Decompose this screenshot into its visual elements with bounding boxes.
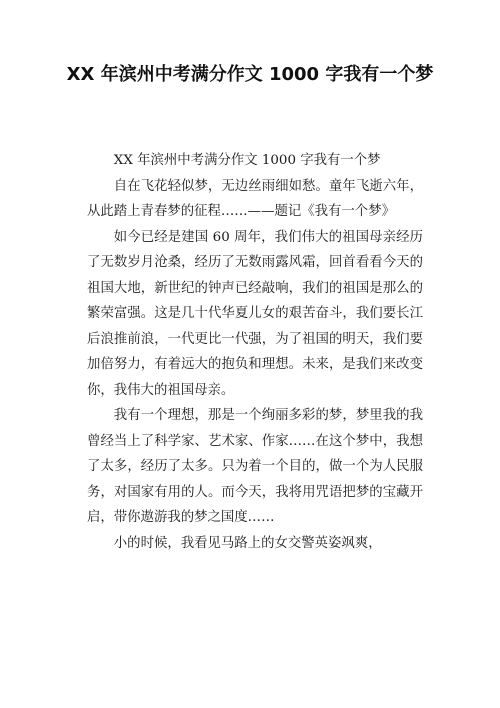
document-body	[87, 148, 423, 556]
paragraph-motherland: 如今已经是建国 60 周年，我们伟大的祖国母亲经历了无数岁月沧桑，经历了无数雨露风霜，回首看看今天的祖国大地，新世纪的钟声已经敲响，我们的祖国是那么的繁荣富强。这是几十代华夏儿女的艰苦奋斗，我们要长江后浪推前浪，一代更比一代强，为了祖国的明天，我们要加倍努力，有着远大的抱负和理想。未来，是我们来改变你，我伟大的祖国母亲。	[87, 229, 423, 398]
paragraph-childhood: 小的时候，我看见马路上的女交警英姿飒爽，	[113, 535, 382, 551]
paragraph-subtitle: XX 年滨州中考满分作文 1000 字我有一个梦	[113, 153, 381, 168]
document-title: XX 年滨州中考满分作文 1000 字我有一个梦	[66, 64, 434, 85]
paragraph-dream: 我有一个理想，那是一个绚丽多彩的梦，梦里我的我曾经当上了科学家、艺术家、作家……在这个梦中，我想了太多，经历了太多。只为着一个目的，做一个为人民服务，对国家有用的人。而今天，我将用咒语把梦的宝藏开启，带你遨游我的梦之国度……	[87, 408, 423, 525]
paragraph-epigraph: 自在飞花轻似梦，无边丝雨细如愁。童年飞逝六年，从此踏上青春梦的征程……——题记《我有一个梦》	[87, 178, 423, 219]
